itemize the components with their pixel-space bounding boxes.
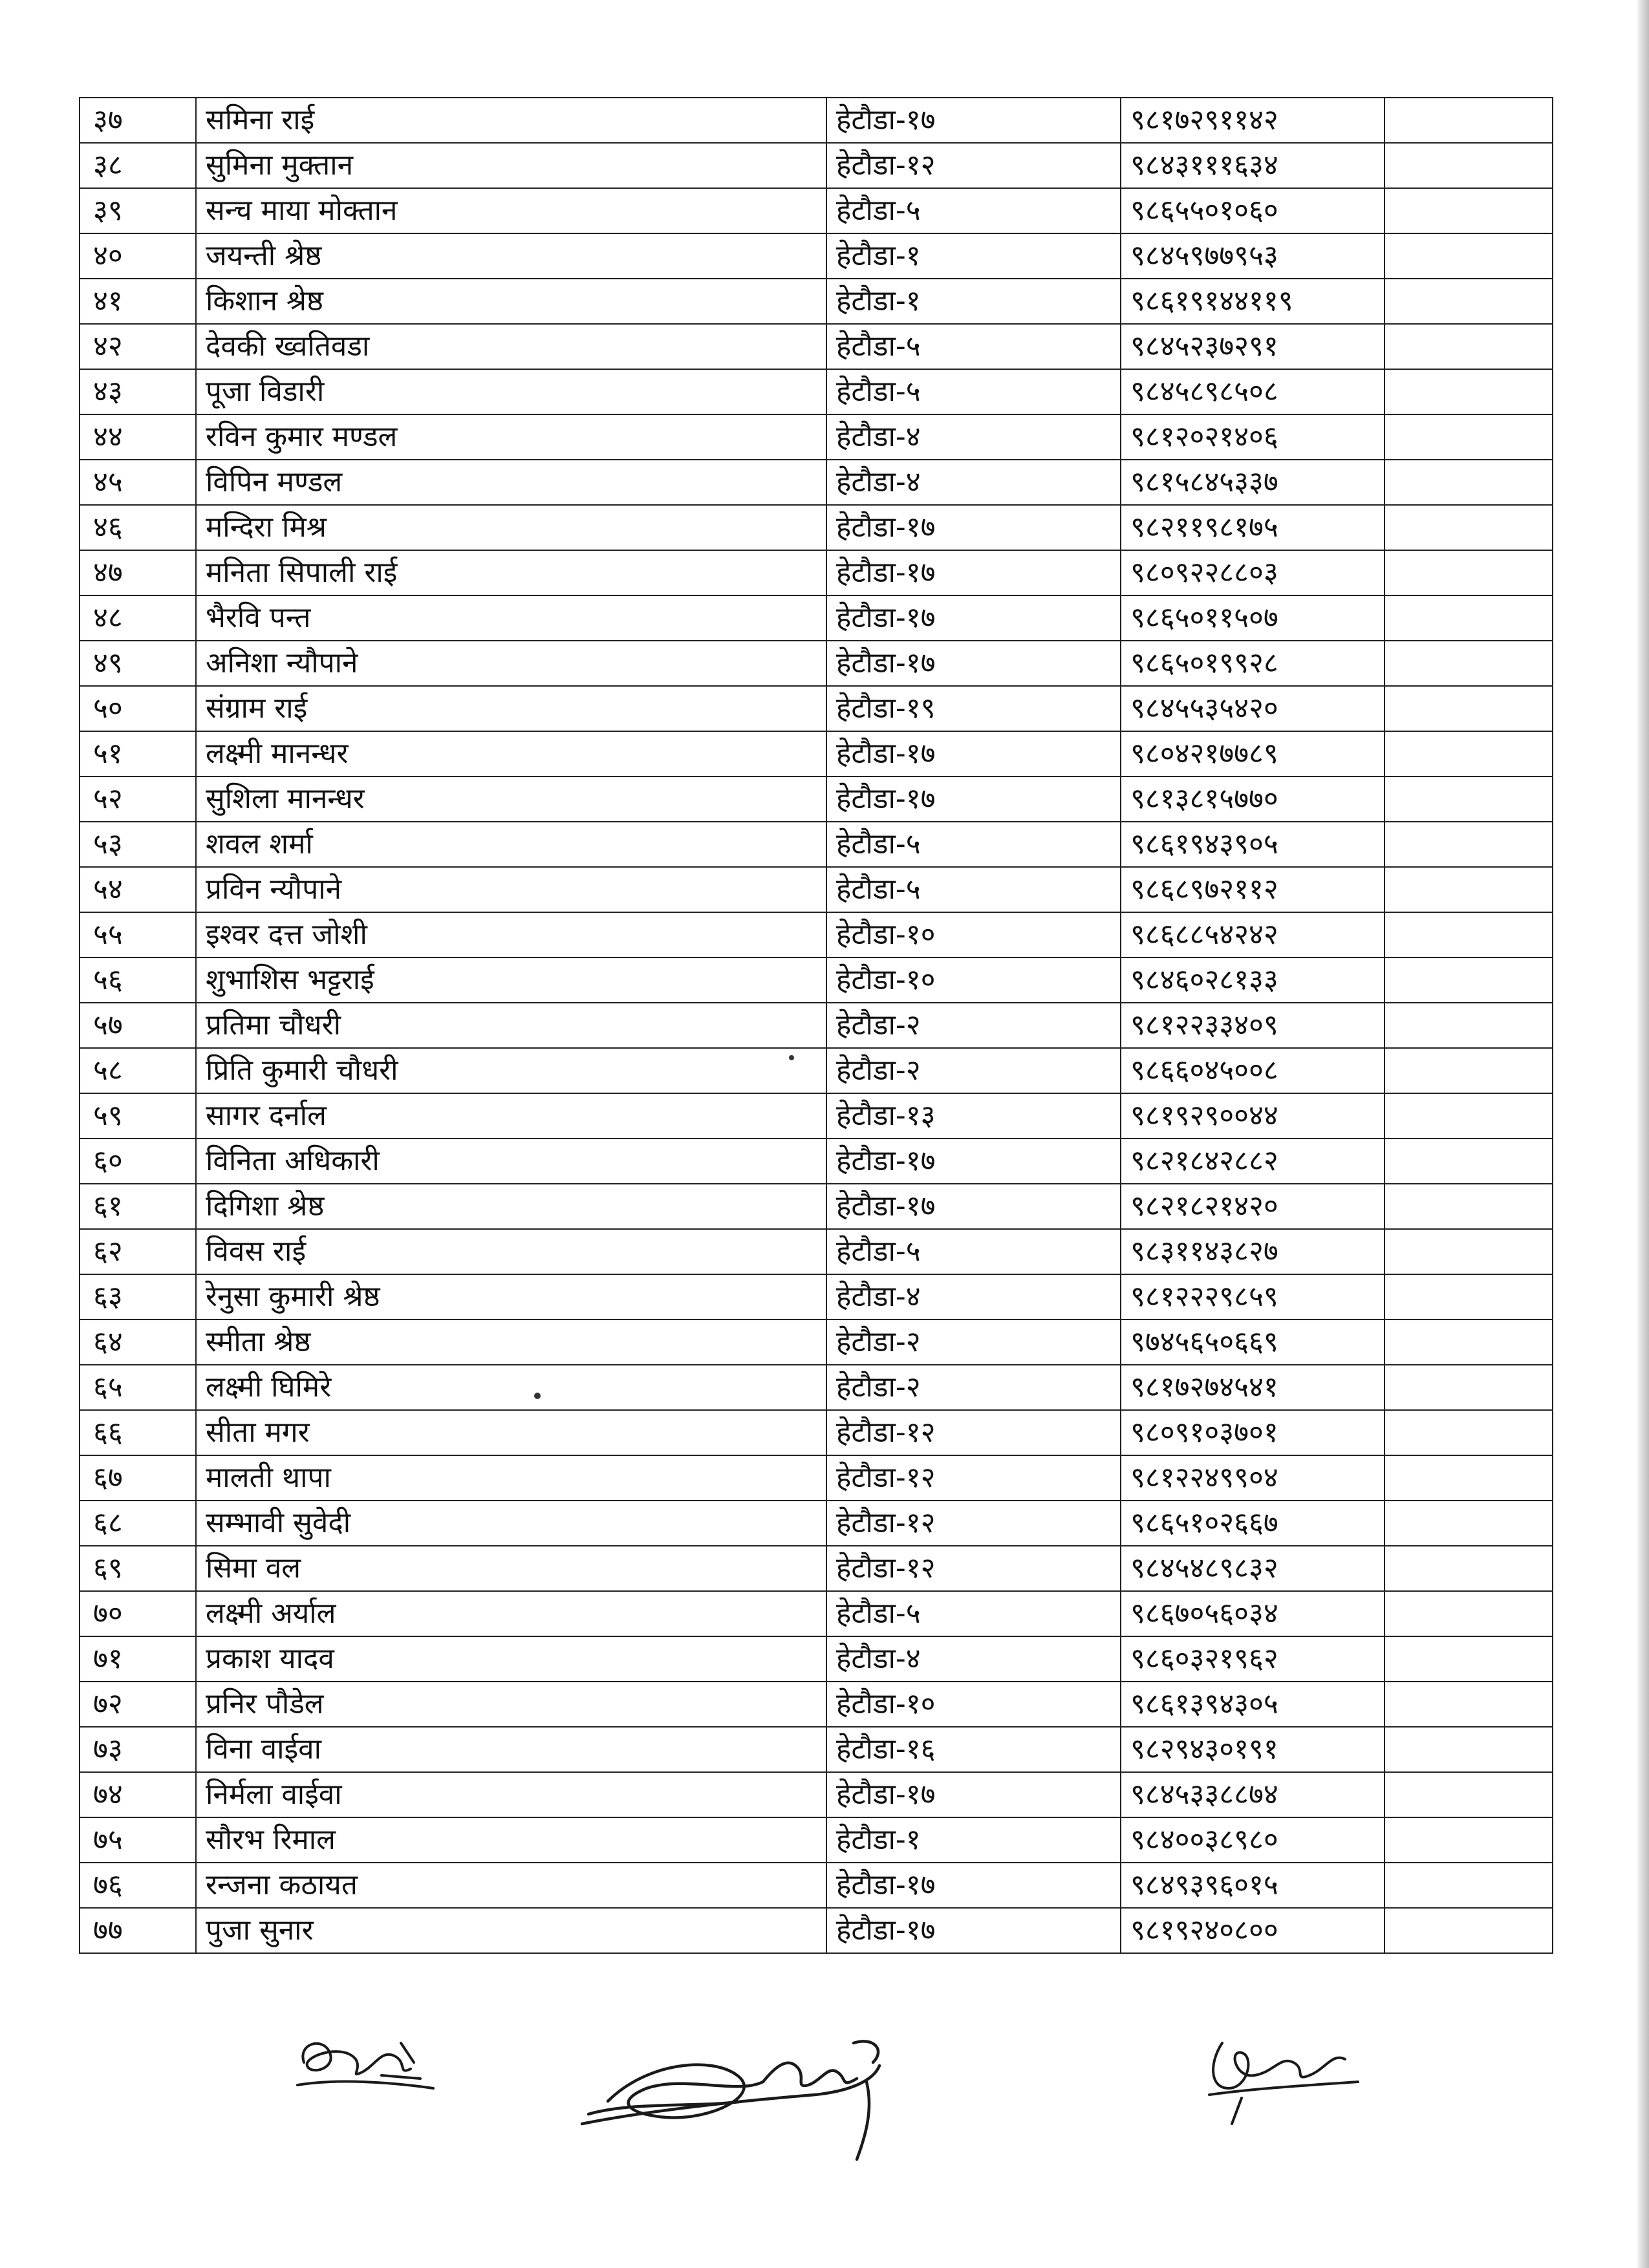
phone-cell: ९८४५२३७२९१ [1121,324,1385,369]
address-cell: हेटौडा-१७ [826,1139,1121,1184]
address-cell: हेटौडा-१ [826,279,1121,324]
empty-cell [1385,686,1553,731]
name-cell: सौरभ रिमाल [196,1817,826,1863]
serial-number-cell: ७० [80,1591,196,1636]
address-cell: हेटौडा-२ [826,1320,1121,1365]
address-cell: हेटौडा-५ [826,188,1121,233]
name-cell: प्रनिर पौडेल [196,1682,826,1727]
table-row [80,1093,1553,1139]
name-cell: देवकी ख्वतिवडा [196,324,826,369]
address-cell: हेटौडा-१७ [826,550,1121,595]
address-cell: हेटौडा-१७ [826,98,1121,143]
address-cell: हेटौडा-१७ [826,1184,1121,1229]
phone-cell: ९८६६०४५००८ [1121,1048,1385,1093]
empty-cell [1385,233,1553,279]
empty-cell [1385,1546,1553,1591]
empty-cell [1385,550,1553,595]
phone-cell: ९८२१८२१४२० [1121,1184,1385,1229]
phone-cell: ९८४५५३५४२० [1121,686,1385,731]
empty-cell [1385,1591,1553,1636]
address-cell: हेटौडा-२ [826,1048,1121,1093]
serial-number-cell: ६४ [80,1320,196,1365]
empty-cell [1385,460,1553,505]
phone-cell: ९७४५६५०६६९ [1121,1320,1385,1365]
empty-cell [1385,414,1553,460]
name-cell: प्रविन न्यौपाने [196,867,826,912]
phone-cell: ९८४००३८९८० [1121,1817,1385,1863]
table-row [80,1320,1553,1365]
address-cell: हेटौडा-५ [826,867,1121,912]
name-cell: लक्ष्मी घिमिरे [196,1365,826,1410]
serial-number-cell: ६२ [80,1229,196,1274]
table-row [80,1139,1553,1184]
address-cell: हेटौडा-१० [826,1682,1121,1727]
table-row [80,1365,1553,1410]
empty-cell [1385,1682,1553,1727]
empty-cell [1385,1093,1553,1139]
serial-number-cell: ७४ [80,1772,196,1817]
phone-cell: ९८४५९७७९५३ [1121,233,1385,279]
serial-number-cell: ३७ [80,98,196,143]
name-cell: जयन्ती श्रेष्ठ [196,233,826,279]
phone-cell: ९८६०३२१९६२ [1121,1636,1385,1682]
table-row [80,1908,1553,1953]
address-cell: हेटौडा-१२ [826,1501,1121,1546]
address-cell: हेटौडा-१७ [826,776,1121,822]
name-cell: सुमिना मुक्तान [196,143,826,188]
handwritten-signature-icon [285,2024,453,2108]
address-cell: हेटौडा-१७ [826,1863,1121,1908]
table-row [80,98,1553,143]
table-row [80,957,1553,1003]
name-cell: प्रकाश यादव [196,1636,826,1682]
phone-cell: ९८४५४८९८३२ [1121,1546,1385,1591]
address-cell: हेटौडा-१७ [826,505,1121,550]
table-row [80,686,1553,731]
serial-number-cell: ४२ [80,324,196,369]
empty-cell [1385,324,1553,369]
name-cell: किशान श्रेष्ठ [196,279,826,324]
name-cell: विवस राई [196,1229,826,1274]
serial-number-cell: ४९ [80,641,196,686]
serial-number-cell: ५७ [80,1003,196,1048]
scan-speck [534,1393,541,1399]
phone-cell: ९८६१३९४३०५ [1121,1682,1385,1727]
serial-number-cell: ५९ [80,1093,196,1139]
address-cell: हेटौडा-१७ [826,1772,1121,1817]
serial-number-cell: ४५ [80,460,196,505]
empty-cell [1385,1501,1553,1546]
name-cell: भैरवि पन्त [196,595,826,641]
table-row [80,1003,1553,1048]
phone-cell: ९८१७२७४५४१ [1121,1365,1385,1410]
table-row [80,505,1553,550]
empty-cell [1385,822,1553,867]
serial-number-cell: ५६ [80,957,196,1003]
phone-cell: ९८२११९८१७५ [1121,505,1385,550]
serial-number-cell: ६० [80,1139,196,1184]
serial-number-cell: ५८ [80,1048,196,1093]
empty-cell [1385,641,1553,686]
serial-number-cell: ५२ [80,776,196,822]
table-row [80,1636,1553,1682]
address-cell: हेटौडा-१ [826,1817,1121,1863]
serial-number-cell: ५४ [80,867,196,912]
name-cell: सागर दर्नाल [196,1093,826,1139]
address-cell: हेटौडा-४ [826,414,1121,460]
empty-cell [1385,505,1553,550]
name-cell: रविन कुमार मण्डल [196,414,826,460]
address-cell: हेटौडा-१७ [826,1908,1121,1953]
name-cell: मन्दिरा मिश्र [196,505,826,550]
address-cell: हेटौडा-२ [826,1365,1121,1410]
address-cell: हेटौडा-१६ [826,1727,1121,1772]
address-cell: हेटौडा-५ [826,822,1121,867]
serial-number-cell: ४३ [80,369,196,414]
participant-list-table [79,97,1553,1954]
name-cell: पूजा विडारी [196,369,826,414]
serial-number-cell: ३९ [80,188,196,233]
serial-number-cell: ४६ [80,505,196,550]
empty-cell [1385,912,1553,957]
table-row [80,1546,1553,1591]
empty-cell [1385,731,1553,776]
serial-number-cell: ७५ [80,1817,196,1863]
empty-cell [1385,776,1553,822]
table-row [80,1863,1553,1908]
name-cell: सन्च माया मोक्तान [196,188,826,233]
name-cell: विनिता अधिकारी [196,1139,826,1184]
serial-number-cell: ६३ [80,1274,196,1320]
empty-cell [1385,1003,1553,1048]
address-cell: हेटौडा-१३ [826,1093,1121,1139]
empty-cell [1385,1139,1553,1184]
handwritten-signature-icon [569,2004,905,2172]
serial-number-cell: ६१ [80,1184,196,1229]
phone-cell: ९८६८९७२११२ [1121,867,1385,912]
empty-cell [1385,957,1553,1003]
serial-number-cell: ५१ [80,731,196,776]
address-cell: हेटौडा-१ [826,233,1121,279]
table-row [80,731,1553,776]
serial-number-cell: ७२ [80,1682,196,1727]
table-row [80,1048,1553,1093]
name-cell: समिना राई [196,98,826,143]
name-cell: मनिता सिपाली राई [196,550,826,595]
phone-cell: ९८१९२४०८०० [1121,1908,1385,1953]
participant-rows [80,98,1553,1953]
empty-cell [1385,1863,1553,1908]
address-cell: हेटौडा-५ [826,1229,1121,1274]
address-cell: हेटौडा-१० [826,957,1121,1003]
table-row [80,867,1553,912]
phone-cell: ९८१२२२९८५९ [1121,1274,1385,1320]
phone-cell: ९८६७०५६०३४ [1121,1591,1385,1636]
serial-number-cell: ४८ [80,595,196,641]
name-cell: लक्ष्मी अर्याल [196,1591,826,1636]
name-cell: सुशिला मानन्धर [196,776,826,822]
serial-number-cell: ७१ [80,1636,196,1682]
address-cell: हेटौडा-१७ [826,641,1121,686]
phone-cell: ९८६८८५४२४२ [1121,912,1385,957]
empty-cell [1385,1817,1553,1863]
table-row [80,1229,1553,1274]
name-cell: शवल शर्मा [196,822,826,867]
name-cell: सीता मगर [196,1410,826,1455]
table-row [80,188,1553,233]
empty-cell [1385,1274,1553,1320]
empty-cell [1385,1727,1553,1772]
phone-cell: ९८४९३९६०१५ [1121,1863,1385,1908]
serial-number-cell: ४४ [80,414,196,460]
table-row [80,369,1553,414]
phone-cell: ९८६५०१९९२८ [1121,641,1385,686]
address-cell: हेटौडा-१२ [826,1546,1121,1591]
name-cell: प्रिति कुमारी चौधरी [196,1048,826,1093]
scan-speck [789,1055,794,1060]
empty-cell [1385,595,1553,641]
address-cell: हेटौडा-१७ [826,731,1121,776]
serial-number-cell: ६८ [80,1501,196,1546]
phone-cell: ९८१५८४५३३७ [1121,460,1385,505]
phone-cell: ९८१९२९००४४ [1121,1093,1385,1139]
phone-cell: ९८६१९४३९०५ [1121,822,1385,867]
table-row [80,1274,1553,1320]
phone-cell: ९८१२२३३४०९ [1121,1003,1385,1048]
phone-cell: ९८६५५०१०६० [1121,188,1385,233]
address-cell: हेटौडा-१२ [826,1455,1121,1501]
phone-cell: ९८१२०२१४०६ [1121,414,1385,460]
address-cell: हेटौडा-१९ [826,686,1121,731]
name-cell: मालती थापा [196,1455,826,1501]
table-row [80,1184,1553,1229]
empty-cell [1385,1229,1553,1274]
empty-cell [1385,1410,1553,1455]
table-row [80,460,1553,505]
phone-cell: ९८४५८९८५०८ [1121,369,1385,414]
serial-number-cell: ६७ [80,1455,196,1501]
phone-cell: ९८०४२१७७८९ [1121,731,1385,776]
serial-number-cell: ७७ [80,1908,196,1953]
name-cell: लक्ष्मी मानन्धर [196,731,826,776]
phone-cell: ९८०९१०३७०१ [1121,1410,1385,1455]
address-cell: हेटौडा-४ [826,1636,1121,1682]
table-row [80,776,1553,822]
empty-cell [1385,1455,1553,1501]
address-cell: हेटौडा-१० [826,912,1121,957]
empty-cell [1385,98,1553,143]
empty-cell [1385,1772,1553,1817]
phone-cell: ९८२१८४२८८२ [1121,1139,1385,1184]
address-cell: हेटौडा-४ [826,1274,1121,1320]
empty-cell [1385,1908,1553,1953]
table-row [80,279,1553,324]
serial-number-cell: ६९ [80,1546,196,1591]
table-row [80,1682,1553,1727]
table-row [80,1455,1553,1501]
serial-number-cell: ६६ [80,1410,196,1455]
signature-area [0,2004,1649,2198]
scan-page-edge [1637,0,1649,2268]
name-cell: सिमा वल [196,1546,826,1591]
empty-cell [1385,188,1553,233]
name-cell: शुभाशिस भट्टराई [196,957,826,1003]
name-cell: सम्भावी सुवेदी [196,1501,826,1546]
name-cell: रेनुसा कुमारी श्रेष्ठ [196,1274,826,1320]
table-row [80,1410,1553,1455]
table-row [80,1591,1553,1636]
table-row [80,1727,1553,1772]
name-cell: प्रतिमा चौधरी [196,1003,826,1048]
phone-cell: ९८१३८१५७७० [1121,776,1385,822]
address-cell: हेटौडा-१२ [826,143,1121,188]
name-cell: संग्राम राई [196,686,826,731]
empty-cell [1385,279,1553,324]
address-cell: हेटौडा-१७ [826,595,1121,641]
phone-cell: ९८६१९१४४११९ [1121,279,1385,324]
serial-number-cell: ६५ [80,1365,196,1410]
table-row [80,595,1553,641]
serial-number-cell: ७३ [80,1727,196,1772]
name-cell: विपिन मण्डल [196,460,826,505]
address-cell: हेटौडा-५ [826,1591,1121,1636]
serial-number-cell: ७६ [80,1863,196,1908]
empty-cell [1385,867,1553,912]
empty-cell [1385,1365,1553,1410]
handwritten-signature-icon [1183,2017,1377,2134]
serial-number-cell: ५५ [80,912,196,957]
address-cell: हेटौडा-५ [826,369,1121,414]
name-cell: पुजा सुनार [196,1908,826,1953]
empty-cell [1385,143,1553,188]
phone-cell: ९८४६०२८१३३ [1121,957,1385,1003]
address-cell: हेटौडा-५ [826,324,1121,369]
serial-number-cell: ३८ [80,143,196,188]
table-row [80,1501,1553,1546]
name-cell: इश्वर दत्त जोशी [196,912,826,957]
empty-cell [1385,369,1553,414]
phone-cell: ९८६५१०२६६७ [1121,1501,1385,1546]
name-cell: स्मीता श्रेष्ठ [196,1320,826,1365]
table-row [80,912,1553,957]
empty-cell [1385,1320,1553,1365]
address-cell: हेटौडा-१२ [826,1410,1121,1455]
table-row [80,233,1553,279]
table-row [80,1772,1553,1817]
empty-cell [1385,1636,1553,1682]
phone-cell: ९८१२२४९९०४ [1121,1455,1385,1501]
table-row [80,641,1553,686]
empty-cell [1385,1184,1553,1229]
address-cell: हेटौडा-४ [826,460,1121,505]
serial-number-cell: ५० [80,686,196,731]
phone-cell: ९८४३१११६३४ [1121,143,1385,188]
phone-cell: ९८२९४३०१९१ [1121,1727,1385,1772]
phone-cell: ९८०९२२८८०३ [1121,550,1385,595]
table-row [80,550,1553,595]
address-cell: हेटौडा-२ [826,1003,1121,1048]
name-cell: रन्जना कठायत [196,1863,826,1908]
name-cell: दिगिशा श्रेष्ठ [196,1184,826,1229]
table-row [80,1817,1553,1863]
table-row [80,324,1553,369]
phone-cell: ९८३११४३८२७ [1121,1229,1385,1274]
serial-number-cell: ४७ [80,550,196,595]
table-row [80,822,1553,867]
serial-number-cell: ४१ [80,279,196,324]
empty-cell [1385,1048,1553,1093]
phone-cell: ९८४५३३८८७४ [1121,1772,1385,1817]
table-row [80,414,1553,460]
name-cell: विना वाईवा [196,1727,826,1772]
phone-cell: ९८६५०११५०७ [1121,595,1385,641]
name-cell: अनिशा न्यौपाने [196,641,826,686]
serial-number-cell: ५३ [80,822,196,867]
name-cell: निर्मला वाईवा [196,1772,826,1817]
serial-number-cell: ४० [80,233,196,279]
phone-cell: ९८१७२९११४२ [1121,98,1385,143]
table-row [80,143,1553,188]
